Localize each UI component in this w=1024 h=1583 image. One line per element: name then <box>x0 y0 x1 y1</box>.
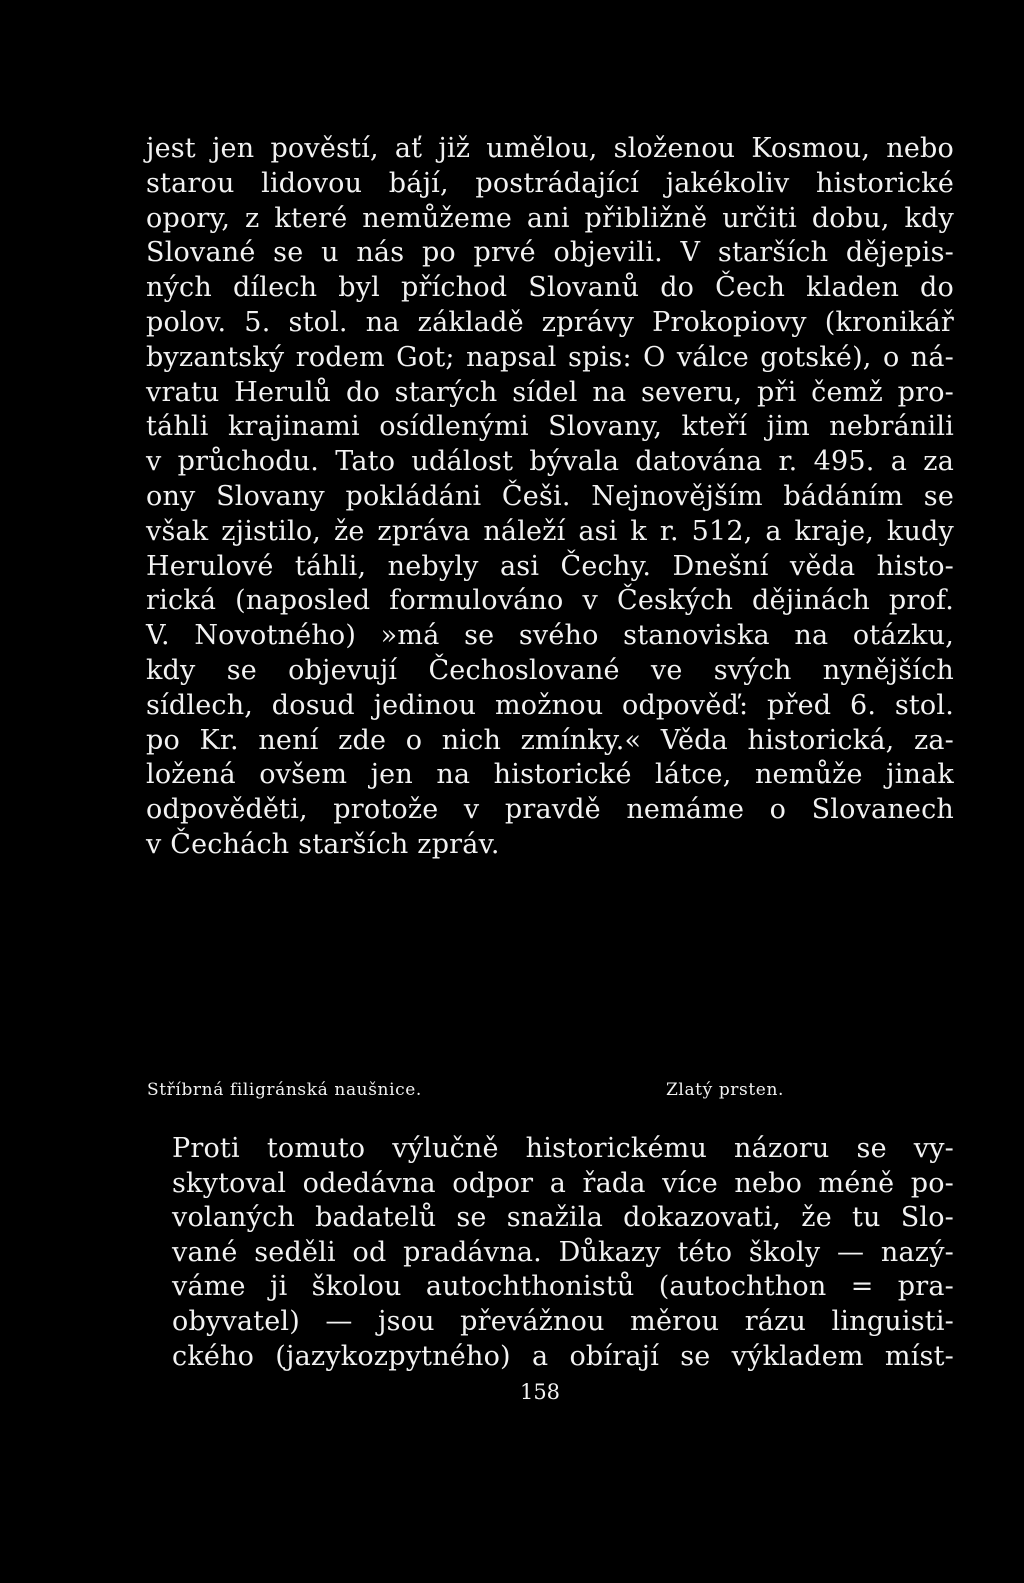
text-line: Herulové táhli, nebyly asi Čechy. Dnešní věda histo- <box>146 550 954 582</box>
paragraph-1 <box>146 132 954 863</box>
text-line: v průchodu. Tato událost bývala datována r. 495. a za <box>146 446 954 478</box>
text-line: vané seděli od pradávna. Důkazy této školy — nazý- <box>172 1236 954 1268</box>
caption-gold-ring: Zlatý prsten. <box>666 1080 785 1100</box>
text-line: v Čechách starších zpráv. <box>146 828 500 860</box>
text-line: však zjistilo, že zpráva náleží asi k r. 512, a kraje, kudy <box>146 515 954 547</box>
text-line: odpověděti, protože v pravdě nemáme o Slovanech <box>146 794 954 826</box>
text-line: opory, z které nemůžeme ani přibližně určiti dobu, kdy <box>146 202 954 234</box>
text-line: Proti tomuto výlučně historickému názoru se vy- <box>172 1133 954 1164</box>
text-line: ony Slovany pokládáni Češi. Nejnovějším bádáním se <box>146 480 954 512</box>
text-line: táhli krajinami osídlenými Slovany, kteří jim nebránili <box>146 411 954 443</box>
text-line: skytoval odedávna odpor a řada více nebo méně po- <box>172 1167 954 1199</box>
text-line: starou lidovou bájí, postrádající jakékoliv historické <box>146 167 954 199</box>
text-line: byzantský rodem Got; napsal spis: O válce gotské), o ná- <box>146 341 954 373</box>
text-line: vratu Herulů do starých sídel na severu, při čemž pro- <box>146 376 954 408</box>
text-line: jest jen pověstí, ať již umělou, složenou Kosmou, nebo <box>146 133 954 164</box>
text-line: ckého (jazykozpytného) a obírají se výkladem míst- <box>172 1340 954 1372</box>
text-line: volaných badatelů se snažila dokazovati, že tu Slo- <box>172 1202 954 1234</box>
paragraph-2 <box>172 1132 954 1374</box>
text-line: obyvatel) — jsou převážnou měrou rázu linguisti- <box>172 1305 954 1337</box>
text-line: ložená ovšem jen na historické látce, nemůže jinak <box>146 759 954 791</box>
text-line: kdy se objevují Čechoslované ve svých nynějších <box>146 654 954 686</box>
text-line: Slované se u nás po prvé objevili. V starších dějepis- <box>146 237 954 269</box>
text-line: po Kr. není zde o nich zmínky.« Věda historická, za- <box>146 724 954 756</box>
text-line: polov. 5. stol. na základě zprávy Prokopiovy (kronikář <box>146 306 954 338</box>
page-number: 158 <box>519 1380 561 1404</box>
text-line: sídlech, dosud jedinou možnou odpověď: před 6. stol. <box>146 689 954 721</box>
text-line: rická (naposled formulováno v Českých dějinách prof. <box>146 585 954 617</box>
text-line: V. Novotného) »má se svého stanoviska na otázku, <box>146 620 954 652</box>
figure-captions <box>0 1080 1024 1110</box>
text-line: váme ji školou autochthonistů (autochthon = pra- <box>172 1271 954 1303</box>
caption-silver-earring: Stříbrná filigránská naušnice. <box>147 1080 422 1100</box>
text-line: ných dílech byl příchod Slovanů do Čech kladen do <box>146 272 954 304</box>
